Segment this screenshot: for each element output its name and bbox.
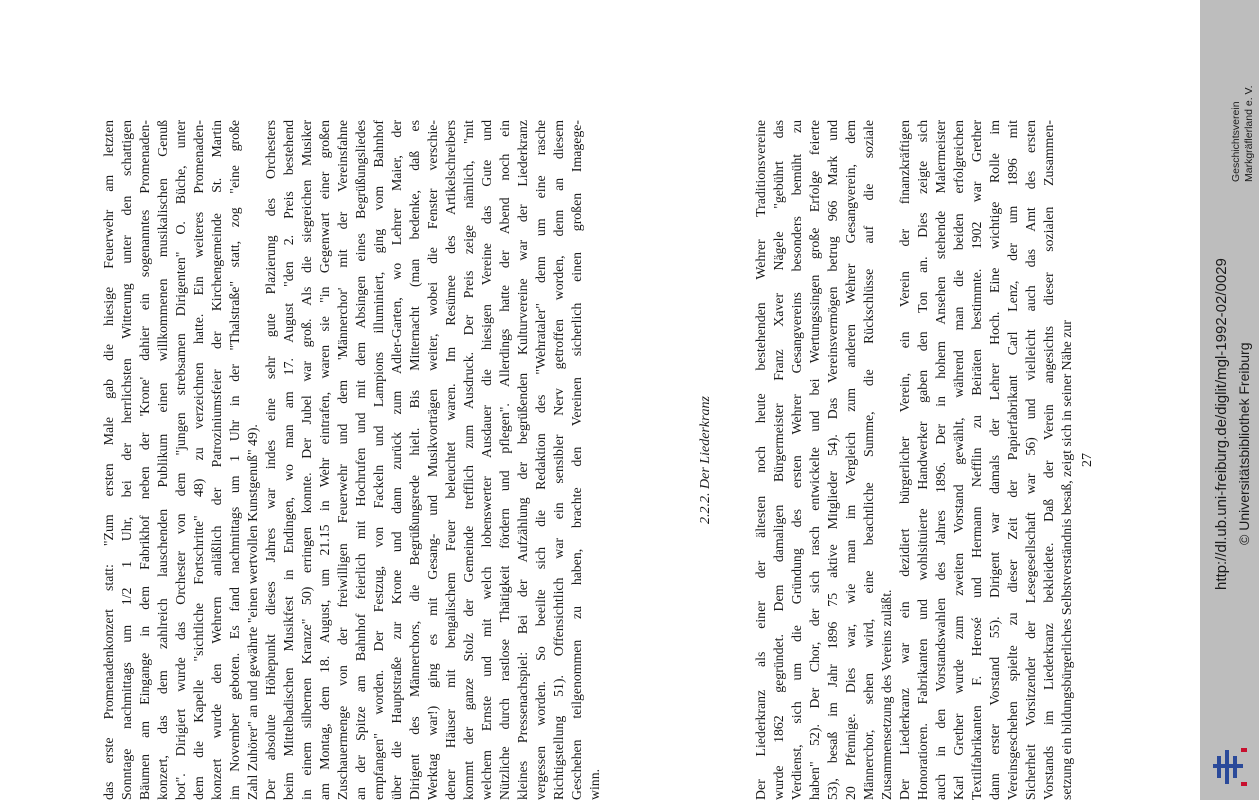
text-line: dener Häuser mit bengalischem Feuer beleuchtet waren. Im Resümee des Artikelschreibers xyxy=(443,120,458,800)
society-name-line1: Geschichtsverein xyxy=(1230,101,1242,182)
text-line: winn. xyxy=(587,768,602,800)
text-line: haben" 52). Der Chor, der sich rasch entwickelte und bei Wertungssingen große Erfolge feierte xyxy=(807,120,822,800)
text-line: Textilfabrikanten F. Herosé und Hermann Nefflin zu Beiräten bestimmte. 1902 war Grether xyxy=(969,120,984,800)
text-line: Vereinsgeschehen spielte zu dieser Zeit der Papierfabrikant Carl Lenz, der um 1896 mit xyxy=(1005,120,1020,800)
text-line: Karl Grether wurde zum zweiten Vorstand gewählt, während man die beiden erfolgreichen xyxy=(951,120,966,800)
paragraph-2 xyxy=(262,120,604,800)
text-line: Zahl Zuhörer" an und gewährte "einen wertvollen Kunstgenuß" 49). xyxy=(245,424,260,800)
text-line: über die Hauptstraße zur Krone und dann zurück zum Adler-Garten, wo Lehrer Maier, der xyxy=(389,120,404,800)
text-line: vergessen worden. So beeilte sich die Redaktion des "Wehrataler" denn um eine rasche xyxy=(533,120,548,800)
text-line: Richtigstellung 51). Offensichtlich war ein sensibler Nerv getroffen worden, denn an diesem xyxy=(551,120,566,800)
copyright-text: © Universitätsbibliothek Freiburg xyxy=(1236,342,1252,545)
text-line: Werktag war!) ging es mit Gesang- und Musikvorträgen weiter, wobei die Fenster verschie- xyxy=(425,120,440,800)
text-line: Männerchor, sehen wird, eine beachtliche Summe, die Rückschlüsse auf die soziale xyxy=(861,120,876,800)
text-line: wurde 1862 gegründet. Dem damaligen Bürgermeister Franz Xaver Nägele "gebührt das xyxy=(771,120,786,800)
text-line: Nützliche durch rastlose Thätigkeit fördern und pflegen". Allerdings hatte der Abend noch ein xyxy=(497,120,512,800)
text-line: Zuschauermenge von der freiwilligen Feuerwehr und dem 'Männerchor' mit der Vereinsfahne xyxy=(335,120,350,800)
text-line: Der absolute Höhepunkt dieses Jahres war indes eine sehr gute Plazierung des Orchesters xyxy=(263,120,278,800)
text-line: Geschehen teilgenommen zu haben, brachte den Vereinen sicherlich einen großen Imagege- xyxy=(569,120,584,800)
section-heading: 2.2.2. Der Liederkranz xyxy=(698,396,713,524)
text-line: beim Mittelbadischen Musikfest in Endingen, wo man am 17. August "den 2. Preis bestehend xyxy=(281,120,296,800)
text-line: am Montag, dem 18. August, um 21.15 in Wehr eintrafen, waren sie "in Gegenwart einer großen xyxy=(317,120,332,800)
text-line: konzert wurde den Wehrern anläßlich der Patroziniumsfeier der Kirchengemeinde St. Martin xyxy=(209,120,224,800)
text-line: Honoratioren. Fabrikanten und wohlsituierte Handwerker gaben den Ton an. Dies zeigte sich xyxy=(915,120,930,800)
paragraph-4 xyxy=(896,120,1076,800)
text-line: Sonntage nachmittags um 1/2 1 Uhr, bei der herrlichsten Witterung unter den schattigen xyxy=(119,120,134,800)
text-line: 20 Pfennige. Dies war, wie man im Vergleich zum anderen Wehrer Gesangverein, dem xyxy=(843,120,858,800)
text-line: auch in den Vorstandswahlen des Jahres 1896. Der in hohem Ansehen stehende Malermeister xyxy=(933,120,948,800)
text-line: Zusammensetzung des Vereins zuläßt. xyxy=(879,589,894,800)
rotated-page-content xyxy=(100,120,1200,800)
text-line: kommt der ganze Stolz der Gemeinde trefflich zum Ausdruck. Der Preis zeige nämlich, "mit xyxy=(461,120,476,800)
text-line: konzert, das dem zahlreich lauschenden Publikum einen willkommenen musikalischen Genuß xyxy=(155,120,170,800)
text-line: dann erster Vorstand 55). Dirigent war damals der Lehrer Hoch. Eine wichtige Rolle im xyxy=(987,120,1002,800)
text-line: an der Spitze am Bahnhof feierlich mit Hochrufen und mit dem Absingen eines Begrüßungsliedes xyxy=(353,120,368,800)
ub-freiburg-logo-icon xyxy=(1211,744,1251,790)
text-line: bot". Dirigiert wurde das Orchester von dem "jungen strebsamen Dirigenten" O. Büche, unter xyxy=(173,120,188,800)
text-line: 53), besaß im Jahr 1896 75 aktive Mitglieder 54). Das Vereinsvermögen betrug 966 Mark und xyxy=(825,120,840,800)
text-line: dem die Kapelle "sichtliche Fortschritte" 48) zu verzeichnen hatte. Ein weiteres Promenaden- xyxy=(191,120,206,800)
text-line: Verdienst, sich um die Gründung des ersten Wehrer Gesangvereins besonders bemüht zu xyxy=(789,120,804,800)
paragraph-3 xyxy=(752,120,896,800)
text-line: in einem silbernen Kranze" 50) erringen konnte. Der Jubel war groß. Als die siegreichen Musiker xyxy=(299,120,314,800)
source-url-link[interactable]: http://dl.ub.uni-freiburg.de/diglit/mgl-1992-02/0029 xyxy=(1213,258,1230,590)
society-name-line2: Markgräflerland e. V. xyxy=(1243,85,1255,182)
paragraph-1 xyxy=(100,120,262,800)
text-line: im November geboten. Es fand nachmittags um 1 Uhr in der "Thalstraße" statt, zog "eine große xyxy=(227,120,242,800)
text-line: Der Liederkranz war ein dezidiert bürgerlicher Verein, ein Verein der finanzkräftigen xyxy=(897,120,912,800)
text-line: Sicherheit Vorsitzender der Lesegesellschaft war 56) und vielleicht auch das Amt des ersten xyxy=(1023,120,1038,800)
text-line: empfangen" worden. Der Festzug, von Fackeln und Lampions illuminiert, ging vom Bahnhof xyxy=(371,120,386,800)
text-line: welchem Ernste und mit welch lobenswerter Ausdauer die hiesigen Vereine das Gute und xyxy=(479,120,494,800)
text-line: kleines Pressenachspiel: Bei der Aufzählung der begrüßenden Kulturvereine war der Liederkranz xyxy=(515,120,530,800)
text-line: Vorstands im Liederkranz bekleidete. Daß der Verein angesichts dieser sozialen Zusammen- xyxy=(1041,120,1056,800)
text-line: Der Liederkranz als einer der ältesten noch heute bestehenden Wehrer Traditionsvereine xyxy=(753,120,768,800)
text-line: setzung ein bildungsbürgerliches Selbstverständnis besaß, zeigt sich in seiner Nähe zur xyxy=(1059,320,1074,800)
page-number: 27 xyxy=(1080,453,1095,467)
text-line: Bäumen am Eingange in dem Fabrikhof neben der 'Krone' dahier ein sogenanntes Promenaden- xyxy=(137,120,152,800)
text-line: das erste Promenadenkonzert statt: "Zum ersten Male gab die hiesige Feuerwehr am letzten xyxy=(101,120,116,800)
text-line: Dirigent des Männerchors, die Begrüßungsrede hielt. Bis Mitternacht (man bedenke, daß es xyxy=(407,120,422,800)
